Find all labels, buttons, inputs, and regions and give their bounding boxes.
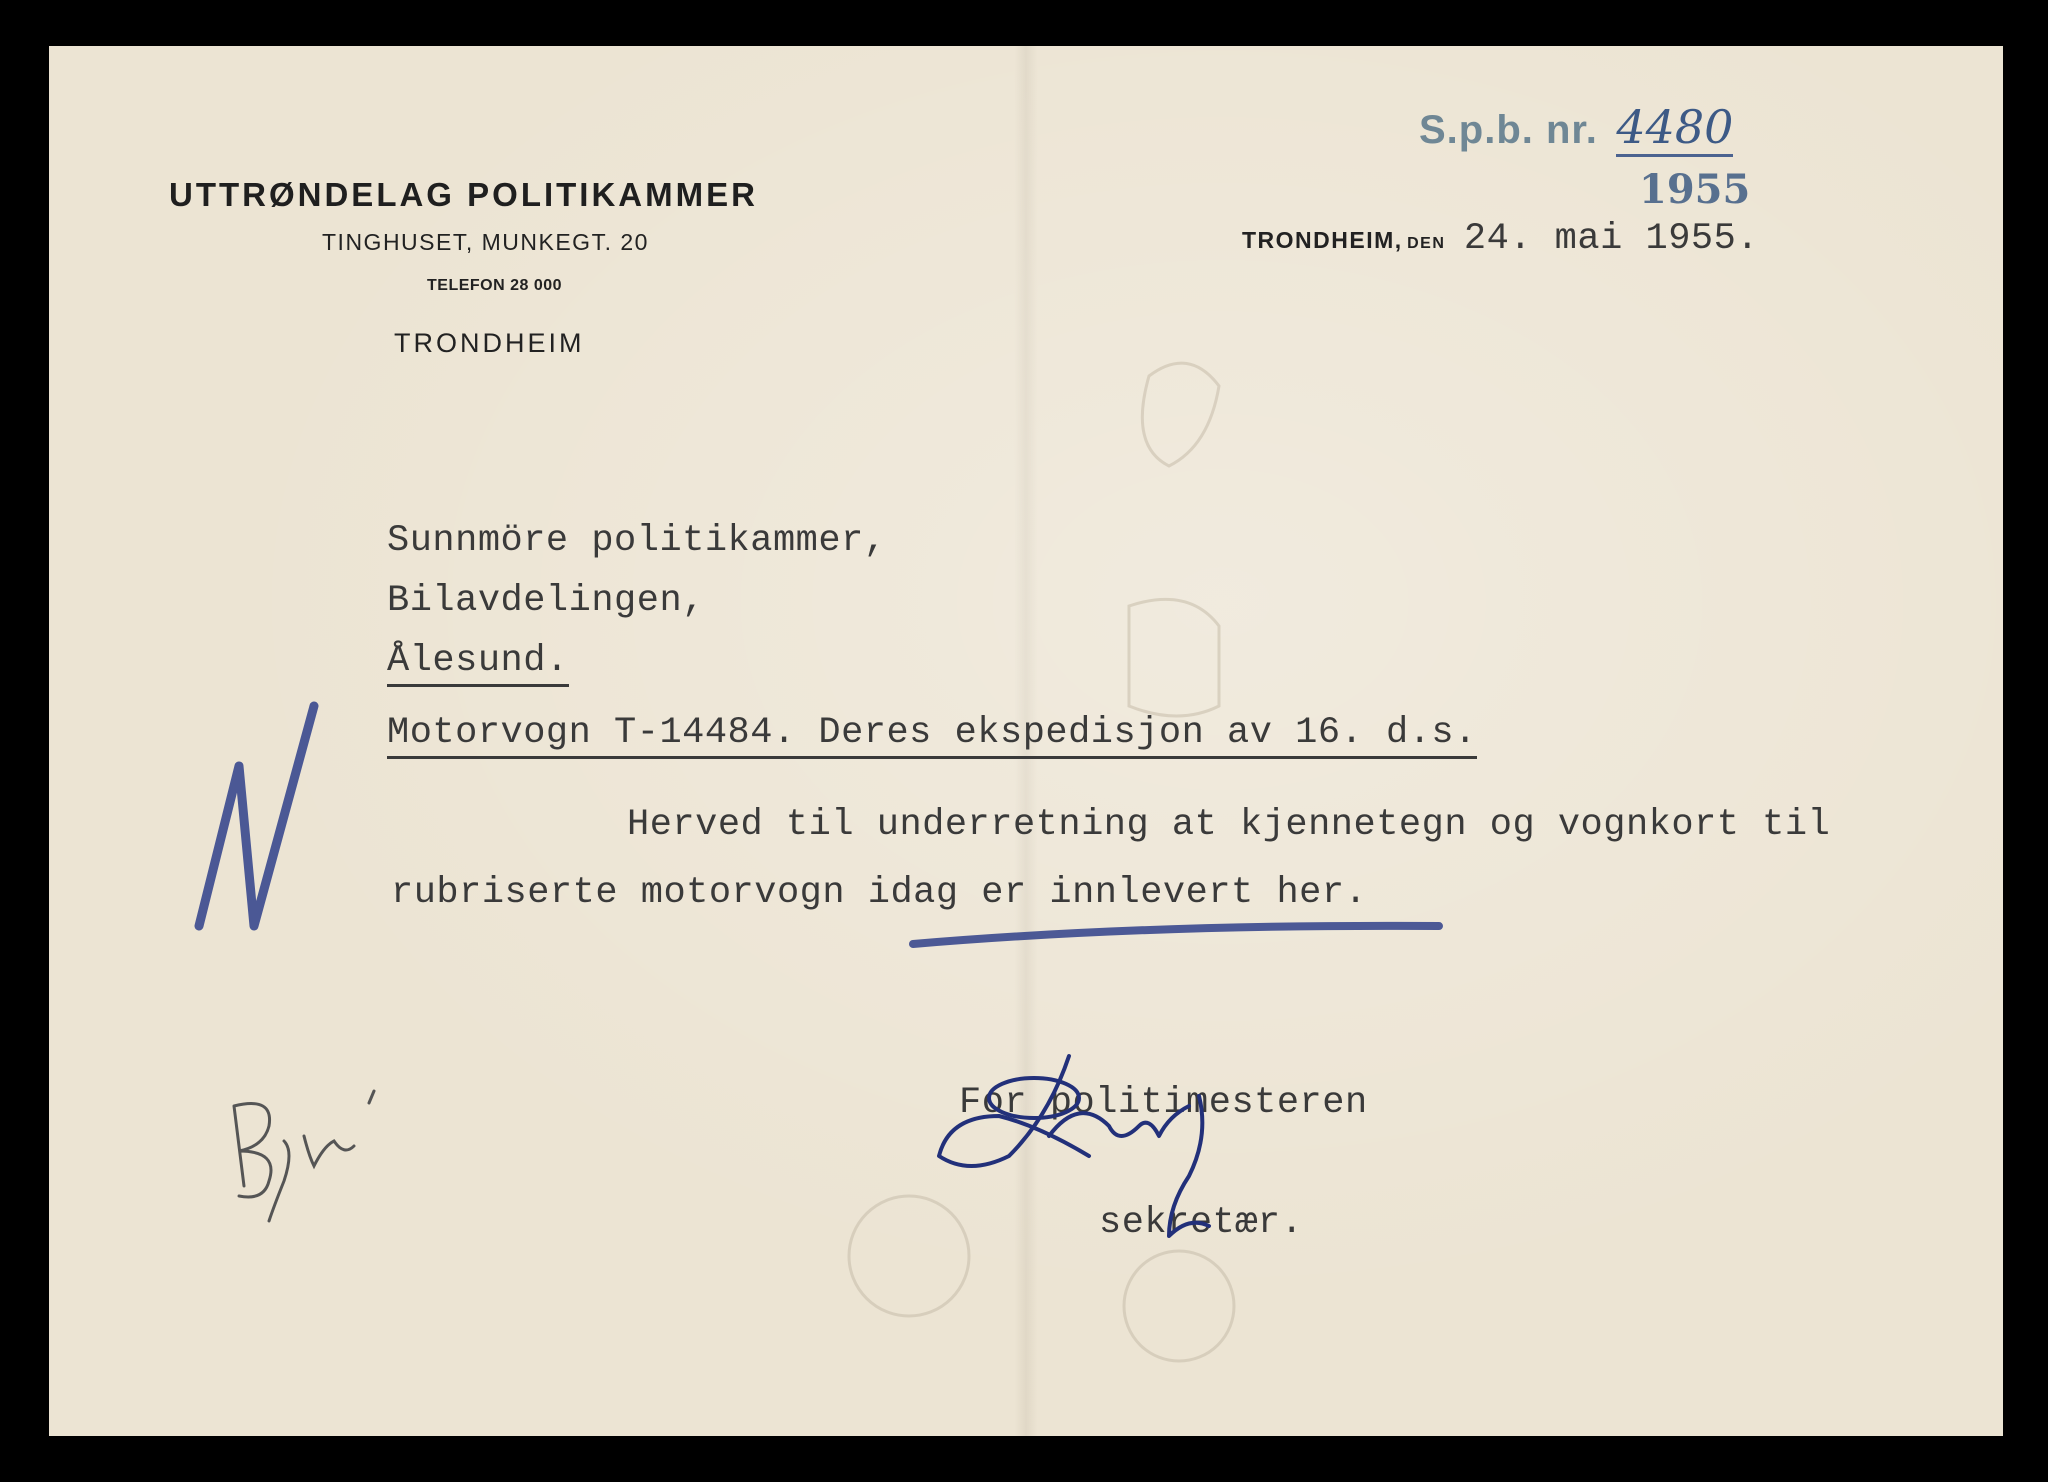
dateline-prefix: TRONDHEIM, <box>1242 227 1403 253</box>
signature <box>939 1056 1209 1236</box>
stamp-label: S.p.b. nr. <box>1419 108 1598 152</box>
recipient-line1: Sunnmöre politikammer, <box>387 520 887 562</box>
body-line1: Herved til underretning at kjennetegn og vognkort til <box>627 804 1831 846</box>
handwriting-overlay <box>49 46 2003 1436</box>
stamp-year: 1955 <box>1639 166 1751 213</box>
blue-n-mark <box>199 706 314 926</box>
closing-for: For politimesteren <box>959 1082 1368 1124</box>
body-line2: rubriserte motorvogn idag er innlevert her. <box>391 872 1368 914</box>
faint-watermark <box>849 363 1234 1361</box>
dateline-den: DEN <box>1407 235 1446 252</box>
blue-underline-mark <box>913 926 1439 944</box>
subject-line: Motorvogn T-14484. Deres ekspedisjon av 16. d.s. <box>387 712 1477 759</box>
recipient-line3: Ålesund. <box>387 640 569 687</box>
letterhead-telephone: TELEFON 28 000 <box>427 277 563 294</box>
pencil-initials <box>234 1091 374 1221</box>
letter-paper <box>49 46 2003 1436</box>
letterhead-address: TINGHUSET, MUNKEGT. 20 <box>322 229 649 255</box>
letterhead-organization: UTTRØNDELAG POLITIKAMMER <box>169 176 758 213</box>
letterhead-city: TRONDHEIM <box>394 328 585 358</box>
closing-title: sekretær. <box>1099 1202 1304 1244</box>
stamp-number: 4480 <box>1616 100 1733 157</box>
recipient-line2: Bilavdelingen, <box>387 580 705 622</box>
dateline-date: 24. mai 1955. <box>1463 218 1760 260</box>
